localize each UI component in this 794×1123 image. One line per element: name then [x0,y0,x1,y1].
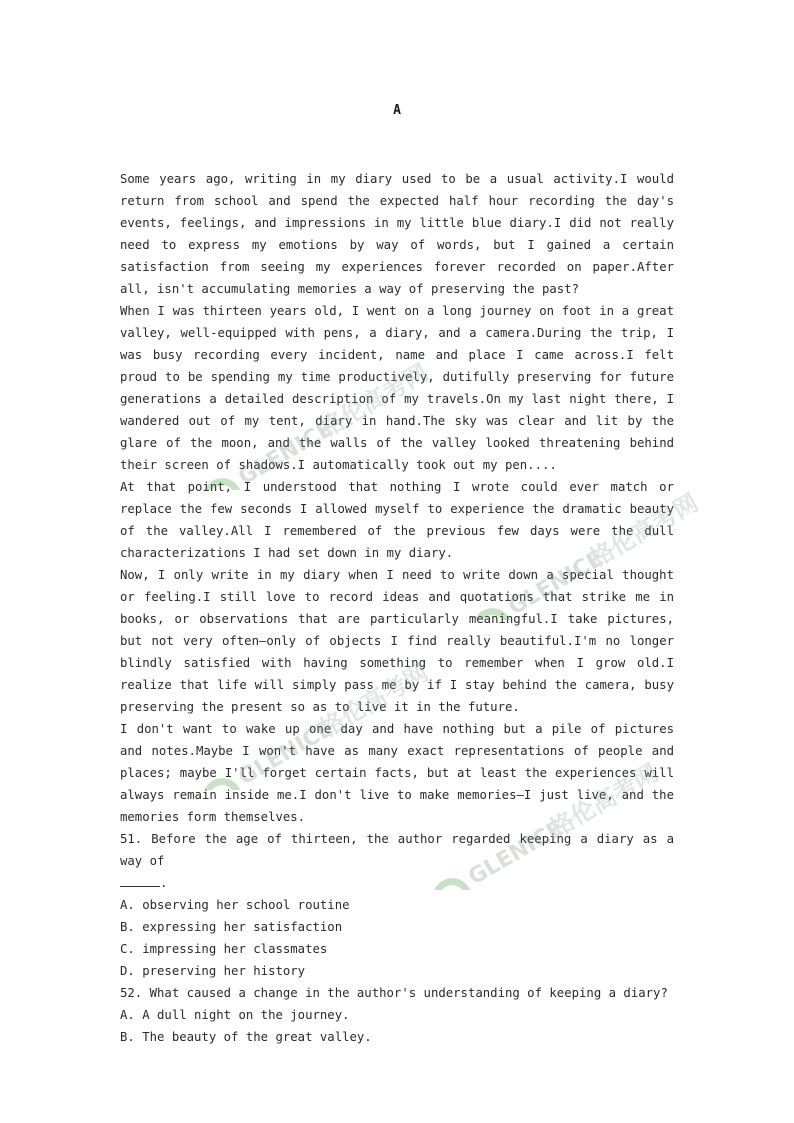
paragraph-2: When I was thirteen years old, I went on a long journey on foot in a great valley, well-equipped with pens, a diary, and a camera.During the trip, I was busy recording every incident, name and place I came across.I felt proud to be spending my time productively, dutifully preserving for future generations a detailed description of my travels.On my last night there, I wandered out of my tent, diary in hand.The sky was clear and lit by the glare of the moon, and the walls of the valley looked threatening behind their screen of shadows.I automatically took out my pen.... [120,304,674,472]
option-51-d: D. preserving her history [120,964,306,978]
svg-text:GLENICE: GLENICE [464,816,568,890]
svg-text:格伦高考网: 格伦高考网 [315,358,434,443]
option-51-b: B. expressing her satisfaction [120,920,343,934]
answer-blank-line [120,872,160,887]
option-52-b: B. The beauty of the great valley. [120,1030,372,1044]
svg-text:格伦高考网: 格伦高考网 [315,658,434,743]
passage-body [120,168,674,1048]
svg-text:格伦高考网: 格伦高考网 [585,488,704,573]
question-52-stem: 52. What caused a change in the author's understanding of keeping a diary? [120,986,668,1000]
paragraph-1: Some years ago, writing in my diary used to be a usual activity.I would return from school and spend the expected half hour recording the day's events, feelings, and impressions in my little blue diary.I did not really need to express my emotions by way of words, but I gained a certain satisfaction from seeing my experiences forever recorded on paper.After all, isn't accumulating memories a way of preserving the past? [120,172,674,296]
paragraph-5: I don't want to wake up one day and have nothing but a pile of pictures and notes.Maybe I won't have as many exact representations of people and places; maybe I'll forget certain facts, but at least the experiences will always remain inside me.I don't live to make memories—I just live, and the memories form themselves. [120,722,674,824]
question-51-stem: 51. Before the age of thirteen, the author regarded keeping a diary as a way of [120,832,674,868]
question-51-blank [120,872,674,894]
svg-text:GLENICE: GLENICE [234,716,338,790]
option-51-c: C. impressing her classmates [120,942,328,956]
passage-title: A [393,103,401,118]
svg-text:GLENICE: GLENICE [234,416,338,490]
svg-text:GLENICE: GLENICE [504,546,608,620]
paragraph-3: At that point, I understood that nothing I wrote could ever match or replace the few seconds I allowed myself to experience the dramatic beauty of the valley.All I remembered of the previous few days were the dull characterizations I had set down in my diary. [120,480,674,560]
paragraph-4: Now, I only write in my diary when I need to write down a special thought or feeling.I still love to record ideas and quotations that strike me in books, or observations that are particularly meaningful.I take pictures, but not very often—only of objects I find really beautiful.I'm no longer blindly satisfied with having something to remember when I grow old.I realize that life will simply pass me by if I stay behind the camera, busy preserving the present so as to live it in the future. [120,568,674,714]
option-52-a: A. A dull night on the journey. [120,1008,350,1022]
svg-text:格伦高考网: 格伦高考网 [545,758,664,843]
option-51-a: A. observing her school routine [120,898,350,912]
blank-tail: . [160,876,168,890]
